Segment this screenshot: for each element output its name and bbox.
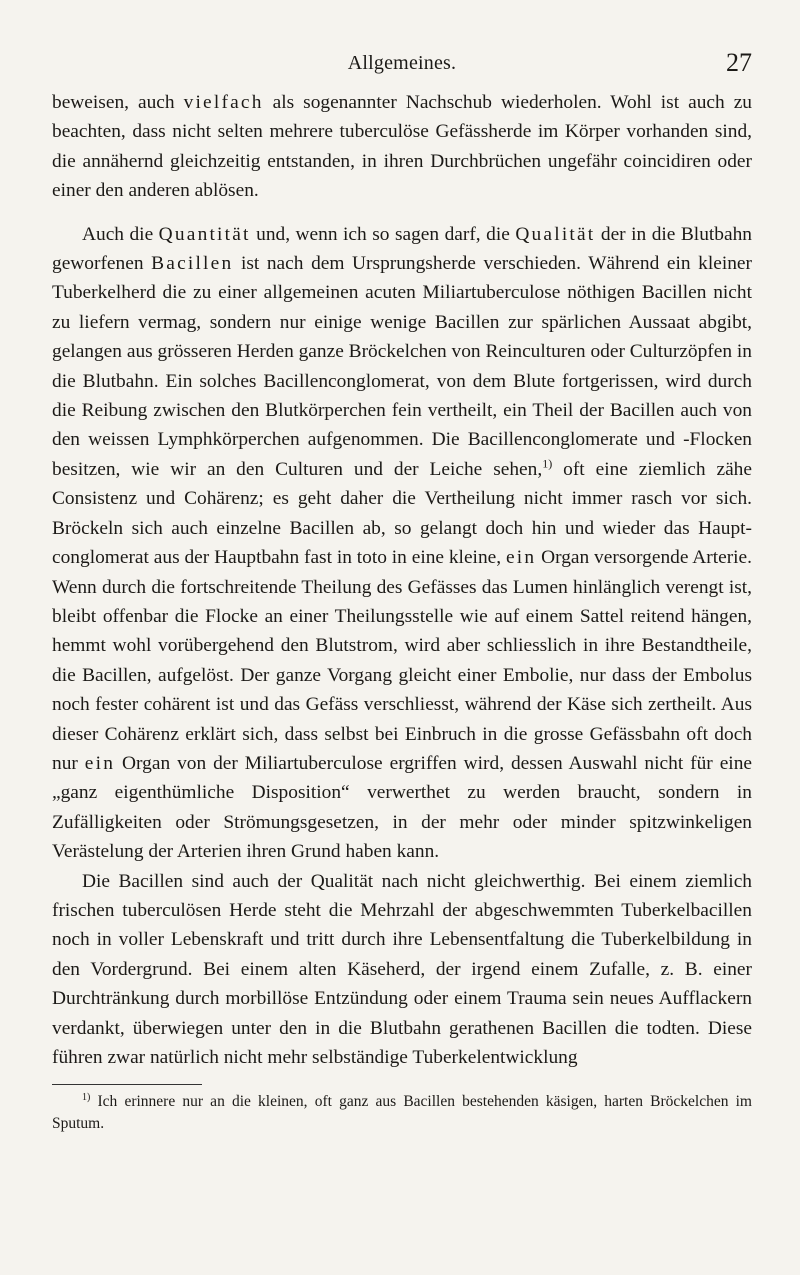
paragraph xyxy=(52,88,752,206)
text-run: Organ von der Miliartuberculose ergriffen wird, dessen Auswahl nicht für eine „ganz eigenthümliche Disposition“ verwerthet zu werden braucht, sondern in Zufälligkeiten oder Strömungsgesetzen, in der mehr oder minder spitzwinkeligen Verästelung der Arterien ihren Grund haben kann. xyxy=(52,752,752,863)
text-run: oft eine ziemlich zähe Consistenz und Cohärenz; es geht daher die Vertheilung nicht immer rasch vor sich. Bröckeln sich auch einzelne Bacillen ab, so gelangt doch hin und wieder das Hauptconglomerat aus der Hauptbahn fast in toto in eine kleine, xyxy=(52,458,752,569)
text-run: Die Bacillen sind auch der Qualität nach nicht gleichwerthig. Bei einem ziemlich frischen tuberculösen Herde steht die Mehrzahl der abgeschwemmten Tuberkelbacillen noch in voller Lebenskraft und tritt durch ihre Lebensentfaltung die Tuberkelbildung in den Vordergrund. Bei einem alten Käseherd, der irgend einem Zufalle, z. B. einer Durchtränkung durch morbillöse Entzündung oder einem Trauma sein neues Aufflackern verdankt, überwiegen unter den in die Blutbahn gerathenen Bacillen die todten. Diese führen zwar natürlich nicht mehr selbständige Tuberkelentwicklung xyxy=(52,870,752,1068)
text-run: ist nach dem Ursprungsherde verschieden. Während ein kleiner Tuberkelherd die zu einer allgemeinen acuten Miliartuberculose nöthigen Bacillen nicht zu liefern vermag, sondern nur einige wenige Bacillen zur spärlichen Aussaat abgibt, gelangen aus grösseren Herden ganze Bröckelchen von Reinculturen oder Culturzöpfen in die Blutbahn. Ein solches Bacillenconglomerat, von dem Blute fortgerissen, wird durch die Reibung zwischen den Blutkörperchen fein vertheilt, ein Theil der Bacillen auch von den weissen Lymphkörperchen aufgenommen. Die Bacillenconglomerate und -Flocken besitzen, wie wir an den Culturen und der Leiche sehen, xyxy=(52,253,752,480)
emphasized-word: ein xyxy=(505,547,537,569)
text-run: Auch die xyxy=(82,223,159,245)
footnote-divider xyxy=(52,1084,202,1085)
footnote-reference[interactable]: 1) xyxy=(542,456,553,471)
footnote-marker: 1) xyxy=(82,1092,91,1104)
paragraph xyxy=(52,220,752,867)
emphasized-word: ein xyxy=(84,752,116,774)
footnote xyxy=(52,1091,752,1135)
book-page xyxy=(52,48,752,1135)
emphasized-word: Quantität xyxy=(158,223,251,245)
page-header xyxy=(52,48,752,86)
paragraph xyxy=(52,867,752,1073)
text-run: beweisen, auch xyxy=(52,92,184,113)
text-run: der in die Blutbahn geworfenen xyxy=(52,223,752,275)
emphasized-word: Qualität xyxy=(515,223,596,245)
body-text xyxy=(52,88,752,1072)
running-title: Allgemeines. xyxy=(347,52,457,74)
text-run: und, wenn ich so sagen darf, die xyxy=(250,223,516,245)
page-number: 27 xyxy=(726,48,752,77)
text-run: als sogenannter Nachschub wiederholen. Wohl ist auch zu beachten, dass nicht selten mehrere tuberculöse Gefässherde im Körper vorhanden sind, die annähernd gleichzeitig entstanden, in ihren Durchbrüchen ungefähr coincidiren oder einer den anderen ablösen. xyxy=(52,92,752,202)
emphasized-word: vielfach xyxy=(183,92,264,113)
text-run: Organ versorgende Arterie. Wenn durch die fortschreitende Theilung des Gefässes das Lumen hinlänglich verengt ist, bleibt offenbar die Flocke an einer Theilungsstelle wie auf einem Sattel reitend hängen, hemmt wohl vorübergehend den Blutstrom, wird aber schliesslich in ihre Bestandtheile, die Bacillen, aufgelöst. Der ganze Vorgang gleicht einer Embolie, nur dass der Embolus noch fester cohärent ist und das Gefäss verschliesst, während der Käse sich zertheilt. Aus dieser Cohärenz erklärt sich, dass selbst bei Einbruch in die grosse Gefässbahn oft doch nur xyxy=(52,547,752,774)
emphasized-word: Bacillen xyxy=(151,253,234,275)
footnote-text: Ich erinnere nur an die kleinen, oft ganz aus Bacillen bestehenden käsigen, harten Bröckelchen im Sputum. xyxy=(52,1093,752,1133)
